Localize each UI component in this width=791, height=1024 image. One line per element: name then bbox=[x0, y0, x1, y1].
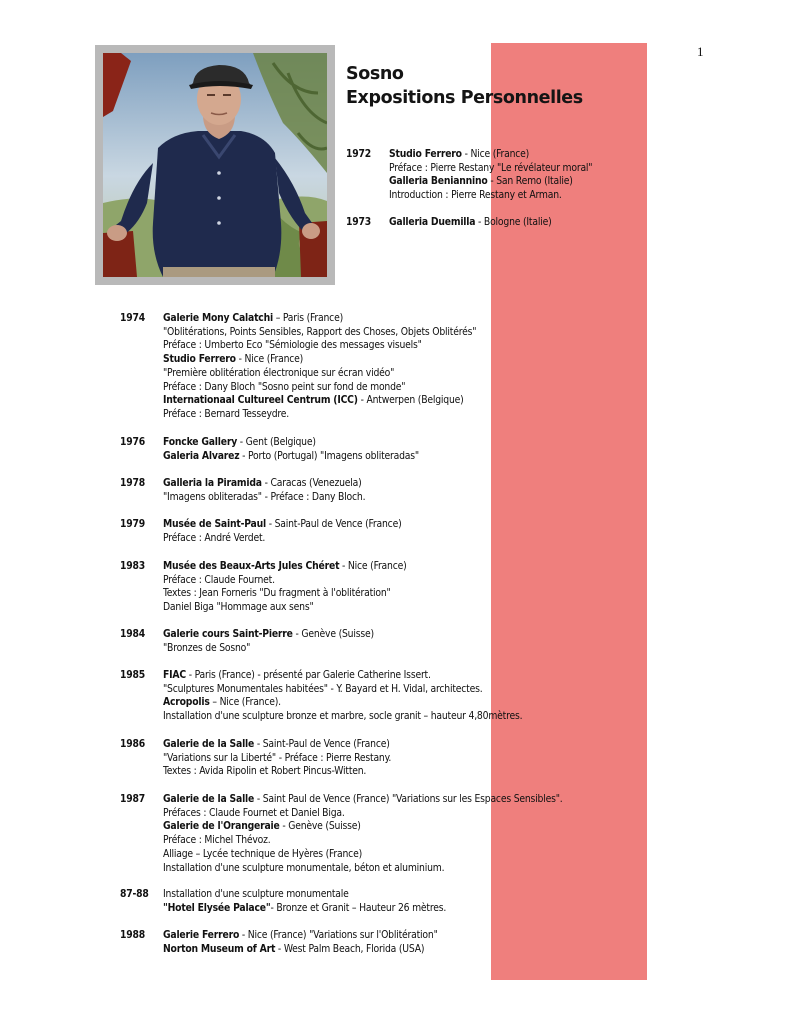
entry-year: 1973 bbox=[346, 216, 371, 228]
artist-photo bbox=[103, 53, 327, 277]
entry-line bbox=[163, 408, 476, 422]
entry-year: 1988 bbox=[120, 929, 145, 941]
line-text: Introduction : Pierre Restany et Arman. bbox=[389, 189, 562, 202]
entry-line bbox=[163, 862, 563, 876]
line-text: Installation d'une sculpture bronze et marbre, socle granit – hauteur 4,80mètres. bbox=[163, 710, 523, 723]
entry-year: 1972 bbox=[346, 148, 371, 160]
line-text: - Nice (France) "Variations sur l'Oblitération" bbox=[239, 929, 438, 941]
venue-name: Internationaal Cultureel Centrum (ICC) bbox=[163, 394, 358, 407]
entry-line bbox=[163, 601, 407, 615]
line-text: Préface : André Verdet. bbox=[163, 531, 266, 544]
line-text: "Oblitérations, Points Sensibles, Rapport des Choses, Objets Oblitérés" bbox=[163, 325, 477, 338]
venue-name: Galleria la Piramida bbox=[163, 477, 262, 489]
venue-name: Galerie cours Saint-Pierre bbox=[163, 628, 293, 640]
line-text: - Caracas (Venezuela) bbox=[261, 477, 362, 489]
entry-line bbox=[163, 628, 374, 642]
venue-name: Musée de Saint-Paul bbox=[163, 518, 266, 530]
entry-line bbox=[389, 148, 592, 162]
entry-line bbox=[163, 888, 446, 902]
line-text: – Nice (France). bbox=[209, 696, 281, 709]
line-text: Alliage – Lycée technique de Hyères (France) bbox=[163, 847, 362, 860]
line-text: - Bologne (Italie) bbox=[475, 216, 552, 228]
entry-line bbox=[163, 642, 374, 656]
line-text: - Antwerpen (Belgique) bbox=[357, 394, 464, 407]
line-text: "Bronzes de Sosno" bbox=[163, 641, 251, 654]
entry-line bbox=[163, 394, 476, 408]
venue-name: Galerie Ferrero bbox=[163, 929, 240, 941]
entry-line bbox=[163, 683, 522, 697]
entry-line bbox=[163, 587, 407, 601]
venue-name: Foncke Gallery bbox=[163, 436, 238, 448]
line-text: "Sculptures Monumentales habitées" - Y. Bayard et H. Vidal, architectes. bbox=[163, 682, 483, 695]
venue-name: Galerie de l'Orangeraie bbox=[163, 820, 280, 833]
line-text: - Saint-Paul de Vence (France) bbox=[265, 518, 402, 530]
entry-line bbox=[163, 807, 563, 821]
entry-line bbox=[163, 752, 391, 766]
page-title-artist: Sosno bbox=[346, 64, 404, 84]
entry-year: 1983 bbox=[120, 560, 145, 572]
line-text: Préface : Claude Fournet. bbox=[163, 573, 275, 586]
venue-name: Galeria Alvarez bbox=[163, 449, 240, 462]
entry-line bbox=[163, 834, 563, 848]
line-text: Daniel Biga "Hommage aux sens" bbox=[163, 601, 314, 614]
line-text: - West Palm Beach, Florida (USA) bbox=[275, 942, 425, 955]
entry-line bbox=[163, 710, 522, 724]
entry-year: 87-88 bbox=[120, 888, 149, 900]
line-text: "Variations sur la Liberté" - Préface : Pierre Restany. bbox=[163, 751, 392, 764]
entry-line bbox=[163, 312, 476, 326]
page-number: 1 bbox=[697, 44, 704, 59]
line-text: Préface : Umberto Eco "Sémiologie des messages visuels" bbox=[163, 339, 422, 352]
venue-name: "Hotel Elysée Palace" bbox=[163, 901, 271, 914]
entry-line bbox=[163, 820, 563, 834]
entry-line bbox=[163, 339, 476, 353]
line-text: – Paris (France) bbox=[272, 312, 343, 324]
entry-line bbox=[163, 848, 563, 862]
entry-line bbox=[163, 326, 476, 340]
line-text: Préface : Michel Thévoz. bbox=[163, 834, 271, 847]
line-text: - Porto (Portugal) "Imagens obliteradas" bbox=[239, 449, 419, 462]
line-text: Textes : Jean Forneris "Du fragment à l'oblitération" bbox=[163, 587, 391, 600]
entry-line bbox=[389, 189, 592, 203]
entry-line bbox=[163, 929, 438, 943]
entry-year: 1986 bbox=[120, 738, 145, 750]
line-text: Installation d'une sculpture monumentale, béton et aluminium. bbox=[163, 861, 445, 874]
entry-line bbox=[163, 738, 391, 752]
entry-year: 1978 bbox=[120, 477, 145, 489]
entry-line bbox=[163, 560, 407, 574]
line-text: - Genève (Suisse) bbox=[292, 628, 374, 640]
entry-line bbox=[163, 532, 402, 546]
line-text: Préface : Bernard Tesseydre. bbox=[163, 407, 290, 420]
entry-line bbox=[163, 696, 522, 710]
line-text: Préface : Dany Bloch "Sosno peint sur fond de monde" bbox=[163, 380, 406, 393]
venue-name: Studio Ferrero bbox=[389, 148, 462, 160]
entry-line bbox=[163, 518, 402, 532]
entry-year: 1974 bbox=[120, 312, 145, 324]
line-text: - Nice (France) bbox=[235, 353, 304, 366]
venue-name: Studio Ferrero bbox=[163, 353, 236, 366]
entry-line bbox=[389, 175, 592, 189]
entry-line bbox=[163, 765, 391, 779]
entry-line bbox=[163, 574, 407, 588]
line-text: - Nice (France) bbox=[461, 148, 530, 160]
venue-name: Norton Museum of Art bbox=[163, 942, 276, 955]
line-text: Préface : Pierre Restany "Le révélateur moral" bbox=[389, 161, 593, 174]
venue-name: Galerie de la Salle bbox=[163, 738, 255, 750]
line-text: "Première oblitération électronique sur écran vidéo" bbox=[163, 366, 395, 379]
venue-name: Galleria Beniannino bbox=[389, 175, 488, 188]
artist-photo-frame bbox=[95, 45, 335, 285]
entry-line bbox=[389, 162, 592, 176]
venue-name: FIAC bbox=[163, 669, 186, 681]
venue-name: Galleria Duemilla bbox=[389, 216, 476, 228]
line-text: Textes : Avida Ripolin et Robert Pincus-Witten. bbox=[163, 765, 367, 778]
entry-year: 1979 bbox=[120, 518, 145, 530]
line-text: - Saint-Paul de Vence (France) bbox=[254, 738, 390, 750]
entry-line bbox=[163, 436, 419, 450]
entry-line bbox=[163, 793, 563, 807]
venue-name: Acropolis bbox=[163, 696, 210, 709]
line-text: - Paris (France) - présenté par Galerie Catherine Issert. bbox=[185, 669, 431, 681]
line-text: - Genève (Suisse) bbox=[279, 820, 361, 833]
entry-line bbox=[163, 669, 522, 683]
line-text: - Bronze et Granit – Hauteur 26 mètres. bbox=[270, 901, 447, 914]
line-text: - Gent (Belgique) bbox=[237, 436, 316, 448]
entry-year: 1976 bbox=[120, 436, 145, 448]
venue-name: Musée des Beaux-Arts Jules Chéret bbox=[163, 560, 340, 572]
line-text: - San Remo (Italie) bbox=[487, 175, 573, 188]
venue-name: Galerie de la Salle bbox=[163, 793, 255, 805]
entry-line bbox=[163, 902, 446, 916]
entry-year: 1985 bbox=[120, 669, 145, 681]
entry-line bbox=[389, 216, 552, 230]
entry-line bbox=[163, 353, 476, 367]
venue-name: Galerie Mony Calatchi bbox=[163, 312, 273, 324]
line-text: Installation d'une sculpture monumentale bbox=[163, 888, 349, 900]
entry-line bbox=[163, 477, 365, 491]
entry-line bbox=[163, 367, 476, 381]
entry-line bbox=[163, 381, 476, 395]
page-title-subtitle: Expositions Personnelles bbox=[346, 88, 583, 108]
line-text: Préfaces : Claude Fournet et Daniel Biga. bbox=[163, 806, 345, 819]
entry-line bbox=[163, 450, 419, 464]
line-text: - Saint Paul de Vence (France) "Variations sur les Espaces Sensibles". bbox=[254, 793, 563, 805]
entry-line bbox=[163, 491, 365, 505]
line-text: - Nice (France) bbox=[339, 560, 407, 572]
line-text: "Imagens obliteradas" - Préface : Dany Bloch. bbox=[163, 490, 366, 503]
entry-year: 1987 bbox=[120, 793, 145, 805]
entry-line bbox=[163, 943, 438, 957]
entry-year: 1984 bbox=[120, 628, 145, 640]
